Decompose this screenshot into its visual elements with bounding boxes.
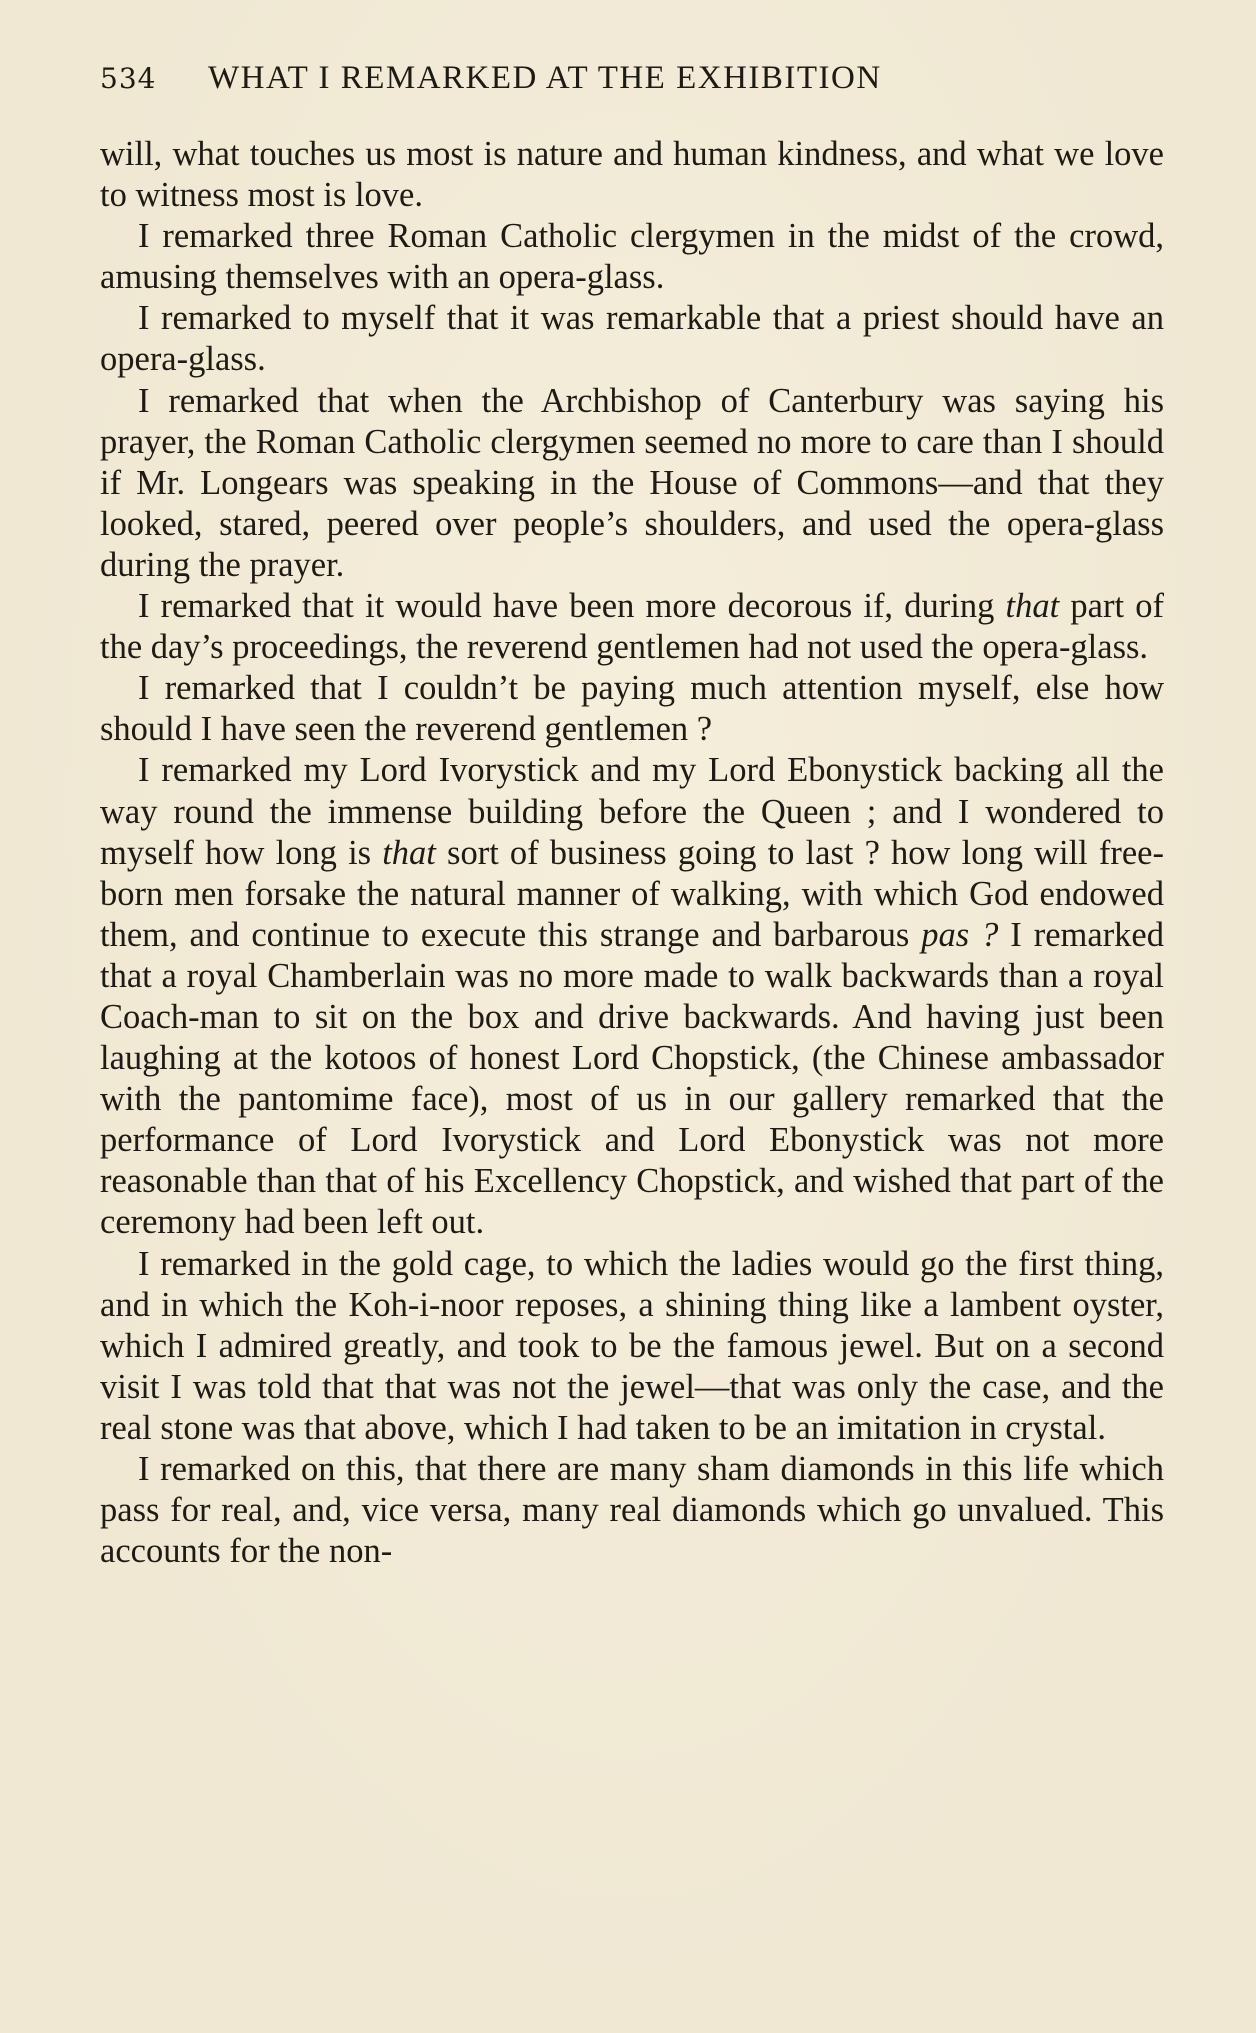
paragraph-text: I remarked in the gold cage, to which the ladies would go the first thing, and in which the Koh-i-noor reposes, a shining thing like a lambent oyster, which I admired greatly, and took to be the famous jewel. But on a second visit I was told that that was not the jewel—that was only the case, and the real stone was that above, which I had taken to be an imitation in crystal. bbox=[100, 1244, 1164, 1447]
paragraph-text: I remarked that a royal Chamberlain was no more made to walk backwards than a royal Coach-man to sit on the box and drive backwards. And having just been laughing at the kotoos of honest Lord Chopstick, (the Chinese ambassador with the pantomime face), most of us in our gallery remarked that the performance of Lord Ivorystick and Lord Ebonystick was not more reasonable than that of his Excellency Chopstick, and wished that part of the ceremony had been left out. bbox=[100, 915, 1164, 1242]
paragraph-continued bbox=[100, 134, 1164, 216]
page-number: 534 bbox=[100, 62, 157, 95]
paragraph bbox=[100, 1449, 1164, 1572]
paragraph-text: I remarked three Roman Catholic clergymen in the midst of the crowd, amusing themselves with an opera-glass. bbox=[100, 217, 1164, 297]
paragraph-text: I remarked that I couldn’t be paying much attention myself, else how should I have seen the reverend gentlemen ? bbox=[100, 669, 1164, 749]
running-head bbox=[100, 58, 1160, 99]
paragraph bbox=[100, 586, 1164, 668]
italic-emphasis: that bbox=[1005, 587, 1060, 626]
paragraph-text: sort of business going to last ? how long will free-born men forsake the natural manner of walking, with which God endowed them, and continue to execute this strange and barbarous bbox=[100, 833, 1164, 954]
paragraph-text: will, what touches us most is nature and human kindness, and what we love to witness most is love. bbox=[100, 135, 1164, 215]
paragraph-text: I remarked my Lord Ivorystick and my Lord Ebonystick backing all the way round the immense building before the Queen ; and I wondered to myself how long is bbox=[100, 751, 1164, 872]
paragraph-text: part of the day’s proceedings, the reverend gentlemen had not used the opera-glass. bbox=[100, 587, 1164, 667]
body-text bbox=[100, 134, 1164, 1572]
paragraph-text: I remarked on this, that there are many sham diamonds in this life which pass for real, and, vice versa, many real diamonds which go unvalued. This accounts for the non- bbox=[100, 1450, 1164, 1571]
paragraph bbox=[100, 216, 1164, 298]
paragraph bbox=[100, 668, 1164, 750]
paragraph bbox=[100, 381, 1164, 586]
paragraph-text: I remarked to myself that it was remarkable that a priest should have an opera-glass. bbox=[100, 299, 1164, 379]
paragraph-text: I remarked that it would have been more decorous if, during bbox=[138, 587, 1006, 626]
paragraph bbox=[100, 1244, 1164, 1449]
paragraph bbox=[100, 750, 1164, 1243]
running-title: WHAT I REMARKED AT THE EXHIBITION bbox=[208, 60, 882, 96]
italic-emphasis: pas ? bbox=[921, 915, 999, 954]
paragraph-text: I remarked that when the Archbishop of Canterbury was saying his prayer, the Roman Catholic clergymen seemed no more to care than I should if Mr. Longears was speaking in the House of Commons—and that they looked, stared, peered over people’s shoulders, and used the opera-glass during the prayer. bbox=[100, 381, 1164, 584]
italic-emphasis: that bbox=[382, 833, 436, 872]
paragraph bbox=[100, 298, 1164, 380]
